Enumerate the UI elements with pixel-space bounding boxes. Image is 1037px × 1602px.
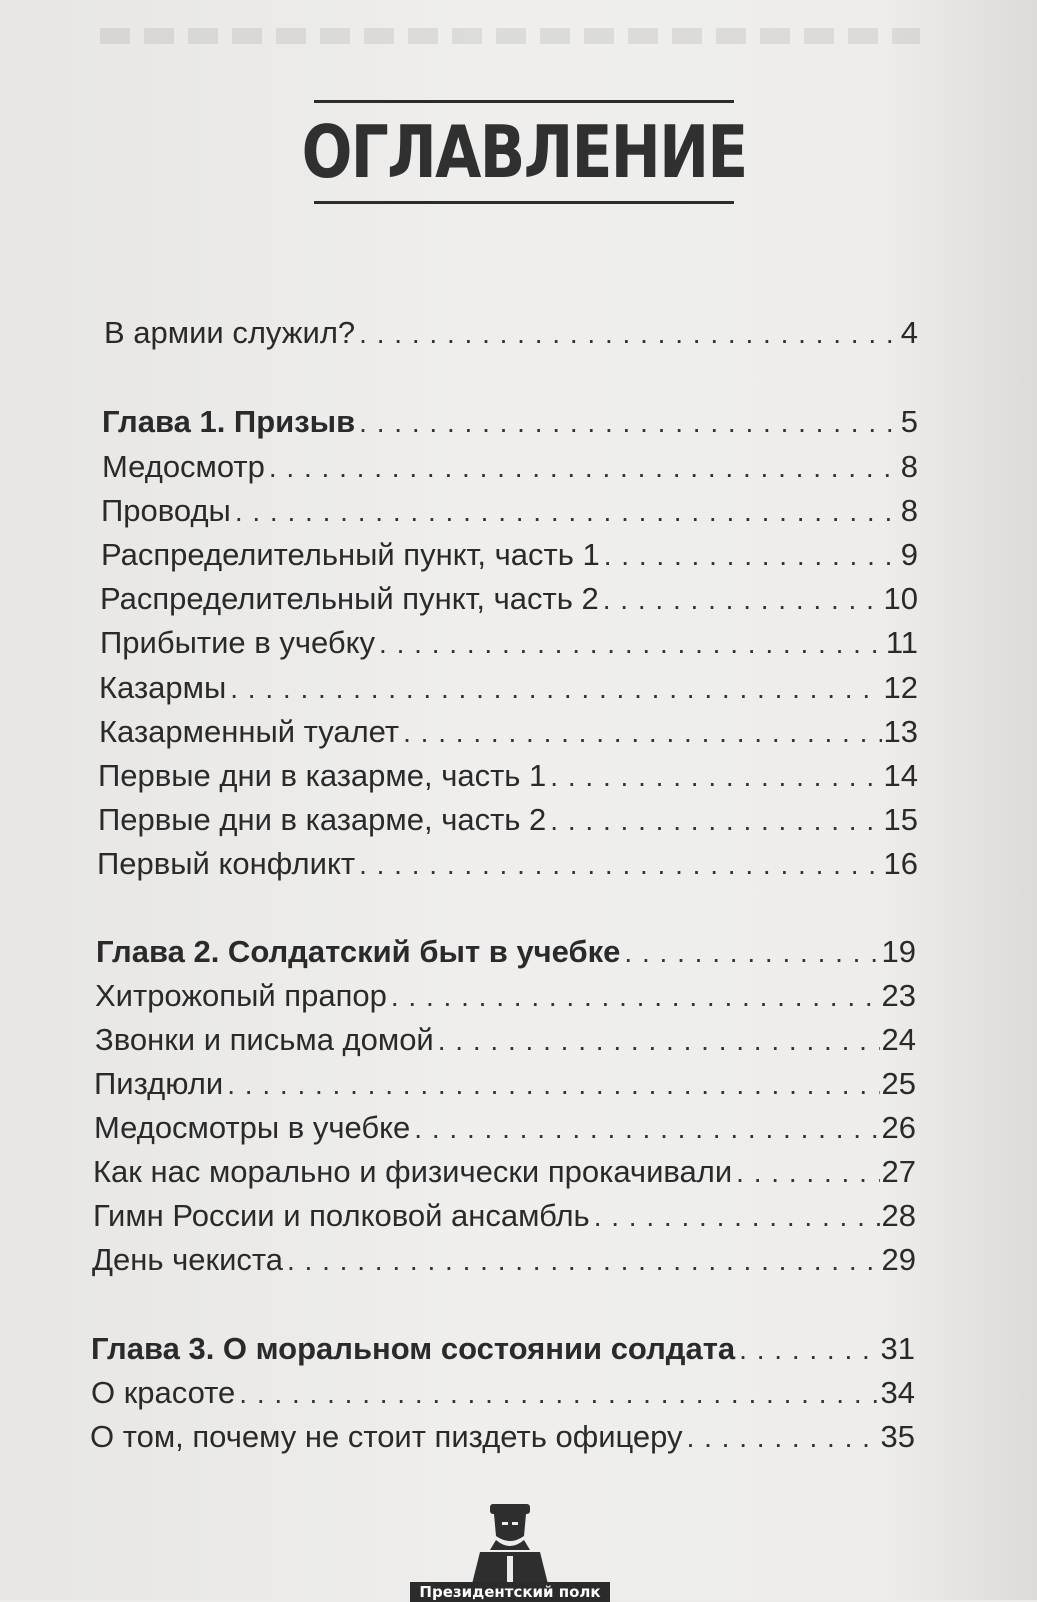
toc-entry-label: О том, почему не стоит пиздеть офицеру (90, 1419, 683, 1454)
logo-caption: Президентский полк (410, 1582, 610, 1602)
toc-entry-label: О красоте (91, 1375, 236, 1410)
toc-leader (287, 1239, 880, 1283)
toc-entry-label: Хитрожопый прапор (95, 978, 387, 1013)
toc-entry-page: 31 (880, 1331, 915, 1366)
toc-leader (359, 843, 881, 887)
toc-entry-label: Первый конфликт (97, 846, 356, 881)
toc-leader (414, 1107, 879, 1151)
toc-entry (95, 1018, 916, 1062)
toc-leader (359, 401, 899, 445)
toc-leader (359, 312, 899, 356)
toc-entry-label: Казарменный туалет (99, 714, 400, 749)
toc-leader (438, 1019, 880, 1063)
toc-leader (624, 931, 879, 975)
toc-entry (93, 1194, 916, 1238)
toc-entry-label: Медосмотр (102, 449, 265, 484)
publisher-logo (410, 1500, 610, 1600)
toc-entry (93, 1150, 916, 1194)
toc-entry-page: 35 (880, 1419, 915, 1454)
toc-entry (100, 621, 918, 665)
toc-entry-page: 5 (900, 404, 918, 439)
toc-leader (379, 622, 884, 666)
toc-entry-page: 10 (883, 581, 918, 616)
toc-leader (227, 1063, 879, 1107)
toc-chapter (96, 930, 916, 974)
toc-leader (603, 578, 882, 622)
toc-leader (550, 799, 881, 843)
toc-entry (101, 533, 918, 577)
toc-leader (736, 1151, 879, 1195)
toc-entry-label: Пиздюли (94, 1066, 224, 1101)
toc-entry-page: 34 (880, 1375, 915, 1410)
toc-entry-label: День чекиста (92, 1242, 283, 1277)
toc-entry (94, 1062, 916, 1106)
toc-entry-page: 4 (900, 315, 918, 350)
toc-entry-label: Казармы (99, 670, 227, 705)
toc-entry-label: Проводы (101, 493, 231, 528)
toc-entry (100, 577, 918, 621)
toc-entry-label: Первые дни в казарме, часть 1 (98, 758, 547, 793)
toc-entry (99, 666, 918, 710)
toc-leader (594, 1195, 880, 1239)
toc-entry (92, 1238, 916, 1282)
toc-entry-label: Распределительный пункт, часть 1 (101, 537, 600, 572)
toc-leader (235, 490, 899, 534)
toc-chapter (91, 1327, 915, 1371)
toc-chapter (102, 400, 918, 444)
toc-entry (102, 445, 918, 489)
toc-entry-page: 14 (883, 758, 918, 793)
page-title: ОГЛАВЛЕНИЕ (301, 110, 747, 194)
toc-entry-page: 13 (883, 714, 918, 749)
toc-entry (90, 1415, 915, 1459)
toc-entry (95, 974, 916, 1018)
toc-entry-page: 23 (881, 978, 916, 1013)
toc-entry-label: Звонки и письма домой (95, 1022, 434, 1057)
toc-entry-page: 25 (881, 1066, 916, 1101)
toc-leader (269, 446, 899, 490)
toc-entry-page: 26 (881, 1110, 916, 1145)
toc-entry (104, 311, 918, 355)
toc-leader (230, 667, 881, 711)
soldier-bust-icon (410, 1500, 610, 1584)
toc-entry-label: Гимн России и полковой ансамбль (93, 1198, 590, 1233)
toc-entry-label: Распределительный пункт, часть 2 (100, 581, 599, 616)
toc-entry (99, 710, 918, 754)
toc-entry-page: 8 (900, 493, 918, 528)
toc-entry-label: Прибытие в учебку (100, 625, 376, 660)
toc-entry-label: Глава 3. О моральном состоянии солдата (91, 1331, 736, 1366)
toc-entry-page: 16 (883, 846, 918, 881)
toc-entry (91, 1371, 915, 1415)
toc-entry (98, 754, 918, 798)
toc-entry-page: 15 (883, 802, 918, 837)
toc-leader (239, 1372, 878, 1416)
toc-entry-page: 8 (900, 449, 918, 484)
toc-entry-page: 19 (881, 934, 916, 969)
toc-leader (403, 711, 881, 755)
toc-entry-page: 29 (881, 1242, 916, 1277)
toc-entry-label: Глава 2. Солдатский быт в учебке (96, 934, 621, 969)
toc-entry (101, 489, 918, 533)
toc-leader (391, 975, 880, 1019)
toc-entry-page: 9 (900, 537, 918, 572)
toc-entry-page: 11 (885, 625, 918, 660)
toc-entry-label: Медосмотры в учебке (94, 1110, 411, 1145)
toc-leader (550, 755, 881, 799)
toc-entry (98, 798, 918, 842)
toc-entry-page: 27 (881, 1154, 916, 1189)
toc-entry (94, 1106, 916, 1150)
toc-entry-page: 12 (883, 670, 918, 705)
toc-leader (604, 534, 899, 578)
toc-entry-label: Первые дни в казарме, часть 2 (98, 802, 547, 837)
toc-leader (739, 1328, 878, 1372)
toc-entry-page: 24 (881, 1022, 916, 1057)
toc-entry-label: В армии служил? (104, 315, 356, 350)
toc-entry-label: Как нас морально и физически прокачивали (93, 1154, 733, 1189)
toc-entry-page: 28 (881, 1198, 916, 1233)
toc-entry (97, 842, 918, 886)
toc-leader (687, 1416, 879, 1460)
toc-entry-label: Глава 1. Призыв (102, 404, 356, 439)
